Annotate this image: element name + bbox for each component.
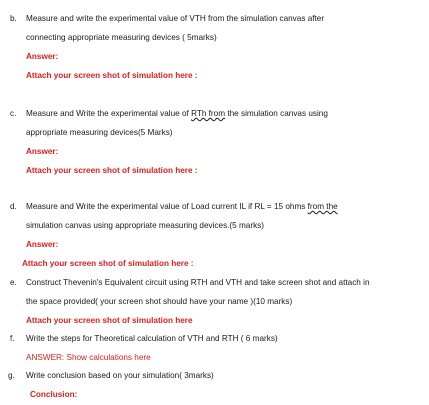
item-g-conclusion-label: Conclusion: xyxy=(30,390,78,399)
item-c-line-2: appropriate measuring devices(5 Marks) xyxy=(26,128,173,137)
item-c-line-1-before: Measure and Write the experimental value of xyxy=(26,109,192,118)
item-g-marker: g. xyxy=(8,371,15,380)
item-b-attach-label: Attach your screen shot of simulation here : xyxy=(26,71,198,80)
item-e-line-1: Construct Thevenin's Equivalent circuit using RTH and VTH and take screen shot and attach in xyxy=(26,278,370,287)
item-d-line-2: simulation canvas using appropriate measuring devices.(5 marks) xyxy=(26,221,265,230)
item-g-line-1: Write conclusion based on your simulation( 3marks) xyxy=(26,371,214,380)
item-c-answer-label: Answer: xyxy=(26,147,59,156)
item-c-line-1-underlined: RTh from xyxy=(191,109,226,118)
item-c-line-1 xyxy=(26,109,328,119)
item-d-attach-label: Attach your screen shot of simulation here : xyxy=(22,259,194,268)
item-d-answer-label: Answer: xyxy=(26,240,59,249)
item-e-attach-label: Attach your screen shot of simulation here xyxy=(26,316,193,325)
item-b-marker: b. xyxy=(10,14,17,23)
item-c-attach-label: Attach your screen shot of simulation here : xyxy=(26,166,198,175)
item-c-marker: c. xyxy=(10,109,17,118)
item-f-marker: f. xyxy=(10,334,15,343)
item-e-line-2: the space provided( your screen shot should have your name )(10 marks) xyxy=(26,297,293,306)
item-f-answer-label: ANSWER: Show calculations here xyxy=(26,353,151,362)
item-d-marker: d. xyxy=(10,202,17,211)
item-c-line-1-after: the simulation canvas using xyxy=(225,109,328,118)
item-e-marker: e. xyxy=(10,278,17,287)
item-b-answer-label: Answer: xyxy=(26,52,59,61)
item-d-line-1-underlined: from the xyxy=(307,202,338,211)
item-d-line-1 xyxy=(26,202,338,212)
item-d-line-1-before: Measure and Write the experimental value of Load current IL if RL = 15 ohms xyxy=(26,202,308,211)
item-b-line-2: connecting appropriate measuring devices ( 5marks) xyxy=(26,33,217,42)
item-b-line-1: Measure and write the experimental value of VTH from the simulation canvas after xyxy=(26,14,325,23)
item-f-line-1: Write the steps for Theoretical calculation of VTH and RTH ( 6 marks) xyxy=(26,334,278,343)
